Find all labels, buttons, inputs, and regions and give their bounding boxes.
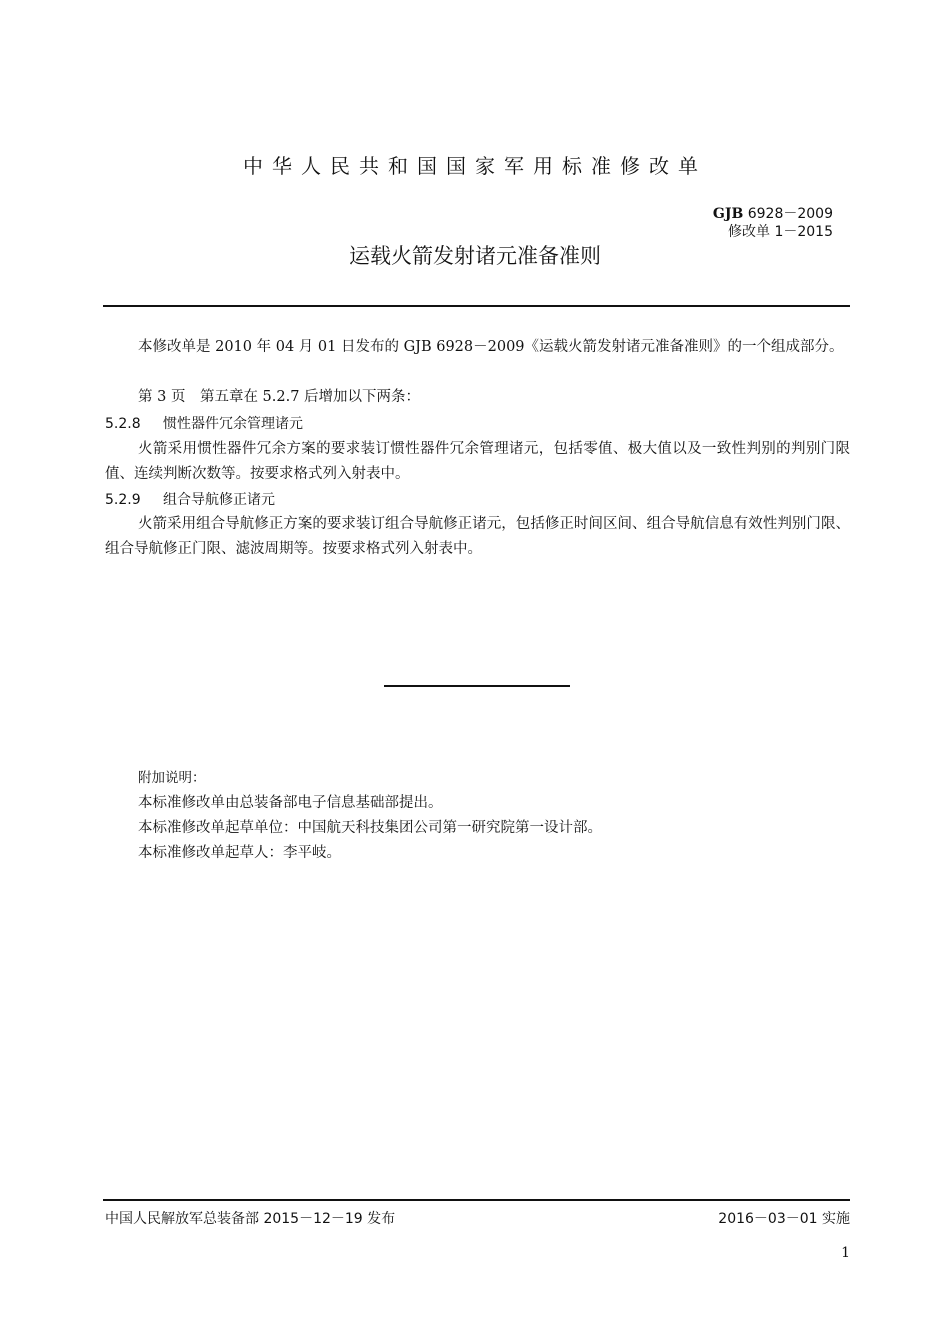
clause-title: 惯性器件冗余管理诸元 (163, 416, 303, 432)
header-title: 中华人民共和国国家军用标准修改单 (243, 154, 707, 178)
amendment-number: 修改单 1－2015 (728, 224, 833, 240)
location-paragraph: 第 3 页 第五章在 5.2.7 后增加以下两条： (138, 389, 421, 405)
standard-code-number: 6928－2009 (747, 206, 833, 222)
clause-number: 5.2.8 (105, 416, 141, 432)
note-line: 本标准修改单由总装备部电子信息基础部提出。 (138, 795, 443, 811)
intro-paragraph: 本修改单是 2010 年 04 月 01 日发布的 GJB 6928－2009《运载火箭发射诸元准备准则》的一个组成部分。 (138, 339, 844, 355)
standard-code-block (713, 205, 833, 241)
clause-heading (105, 413, 303, 433)
header-divider (103, 305, 850, 307)
additional-notes (138, 766, 602, 866)
note-line: 本标准修改单起草人：李平岐。 (138, 845, 341, 861)
note-line: 本标准修改单起草单位：中国航天科技集团公司第一研究院第一设计部。 (138, 820, 602, 836)
standard-code (713, 205, 833, 223)
clause-heading (105, 489, 275, 509)
clause-text: 火箭采用组合导航修正方案的要求装订组合导航修正诸元，包括修正时间区间、组合导航信息有效性判别门限、组合导航修正门限、滤波周期等。按要求格式列入射表中。 (105, 516, 850, 557)
standard-code-prefix: GJB (712, 206, 744, 222)
clause-title: 组合导航修正诸元 (163, 492, 275, 508)
footer-divider (103, 1199, 850, 1201)
issue-date: 中国人民解放军总装备部 2015－12－19 发布 (105, 1211, 396, 1227)
end-divider (384, 685, 570, 687)
notes-heading: 附加说明： (138, 770, 206, 786)
page-number: 1 (841, 1245, 850, 1261)
document-title: 运载火箭发射诸元准备准则 (349, 244, 601, 268)
clause-text: 火箭采用惯性器件冗余方案的要求装订惯性器件冗余管理诸元，包括零值、极大值以及一致性判别的判别门限值、连续判断次数等。按要求格式列入射表中。 (105, 441, 850, 482)
clause-number: 5.2.9 (105, 492, 141, 508)
effective-date: 2016－03－01 实施 (718, 1211, 850, 1227)
